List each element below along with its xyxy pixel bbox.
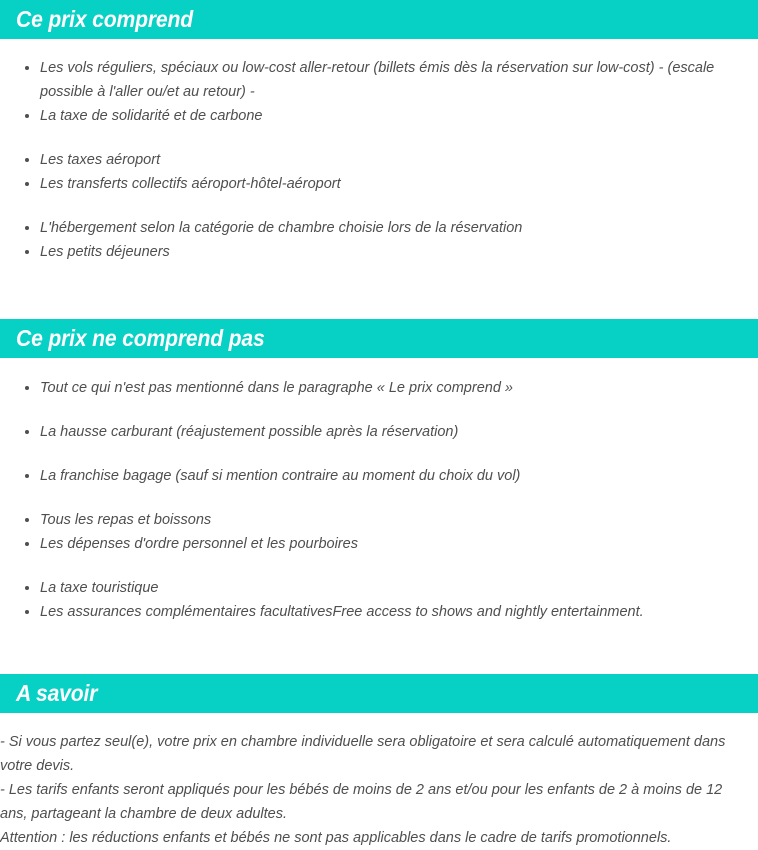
spacer-after-header-not-included <box>0 358 758 376</box>
section-gap-2 <box>0 624 758 674</box>
bullet-icon <box>25 66 29 70</box>
note-paragraph: Attention : les réductions enfants et bébés ne sont pas applicables dans le cadre de tarifs promotionnels. <box>0 830 672 846</box>
list-item-text: La taxe touristique <box>40 580 159 596</box>
list-item-text: Tous les repas et boissons <box>40 512 212 528</box>
list-item <box>0 508 758 532</box>
bullet-icon <box>25 586 29 590</box>
section-title-good-to-know: A savoir <box>16 680 98 706</box>
list-item-text: Tout ce qui n'est pas mentionné dans le paragraphe « Le prix comprend » <box>40 380 513 396</box>
section-header-not-included <box>0 319 758 358</box>
bullet-icon <box>25 430 29 434</box>
good-to-know-text <box>0 730 758 850</box>
spacer-after-header-good-to-know <box>0 713 758 730</box>
list-item-text: L'hébergement selon la catégorie de chambre choisie lors de la réservation <box>40 220 523 236</box>
section-body-included <box>0 56 758 264</box>
note-paragraph: - Les tarifs enfants seront appliqués pour les bébés de moins de 2 ans et/ou pour les enfants de 2 à moins de 12 ans, partageant la chambre de deux adultes. <box>0 782 723 822</box>
list-item-text: La hausse carburant (réajustement possible après la réservation) <box>40 424 459 440</box>
bullet-icon <box>25 182 29 186</box>
note-paragraph: - Si vous partez seul(e), votre prix en chambre individuelle sera obligatoire et sera calculé automatiquement dans votre devis. <box>0 734 726 774</box>
included-list <box>0 56 758 264</box>
bullet-icon <box>25 114 29 118</box>
list-item <box>0 56 758 104</box>
list-item-text: La taxe de solidarité et de carbone <box>40 108 263 124</box>
list-item-text: Les petits déjeuners <box>40 244 170 260</box>
bullet-icon <box>25 226 29 230</box>
bullet-icon <box>25 474 29 478</box>
list-item-text: Les transferts collectifs aéroport-hôtel-aéroport <box>40 176 341 192</box>
list-item <box>0 532 758 556</box>
section-header-included <box>0 0 758 39</box>
list-item-text: Les dépenses d'ordre personnel et les pourboires <box>40 536 358 552</box>
section-gap-1 <box>0 264 758 319</box>
list-item <box>0 420 758 444</box>
section-header-good-to-know <box>0 674 758 713</box>
bullet-icon <box>25 158 29 162</box>
list-item <box>0 172 758 196</box>
list-item <box>0 576 758 600</box>
list-item <box>0 148 758 172</box>
list-item <box>0 600 758 624</box>
list-item <box>0 104 758 128</box>
list-item <box>0 240 758 264</box>
section-body-not-included <box>0 376 758 624</box>
section-title-not-included: Ce prix ne comprend pas <box>16 325 265 351</box>
spacer-after-header-included <box>0 39 758 56</box>
list-item-text: Les vols réguliers, spéciaux ou low-cost aller-retour (billets émis dès la réservation sur low-cost) - (escale possible à l'aller ou/et au retour) - <box>40 60 715 100</box>
not-included-list <box>0 376 758 624</box>
list-item-text: Les assurances complémentaires facultativesFree access to shows and nightly entertainment. <box>40 604 644 620</box>
bullet-icon <box>25 386 29 390</box>
bullet-icon <box>25 610 29 614</box>
section-title-included: Ce prix comprend <box>16 6 193 32</box>
list-item-text: La franchise bagage (sauf si mention contraire au moment du choix du vol) <box>40 468 521 484</box>
list-item <box>0 216 758 240</box>
bullet-icon <box>25 250 29 254</box>
list-item <box>0 464 758 488</box>
list-item-text: Les taxes aéroport <box>40 152 161 168</box>
list-item <box>0 376 758 400</box>
bullet-icon <box>25 542 29 546</box>
bullet-icon <box>25 518 29 522</box>
